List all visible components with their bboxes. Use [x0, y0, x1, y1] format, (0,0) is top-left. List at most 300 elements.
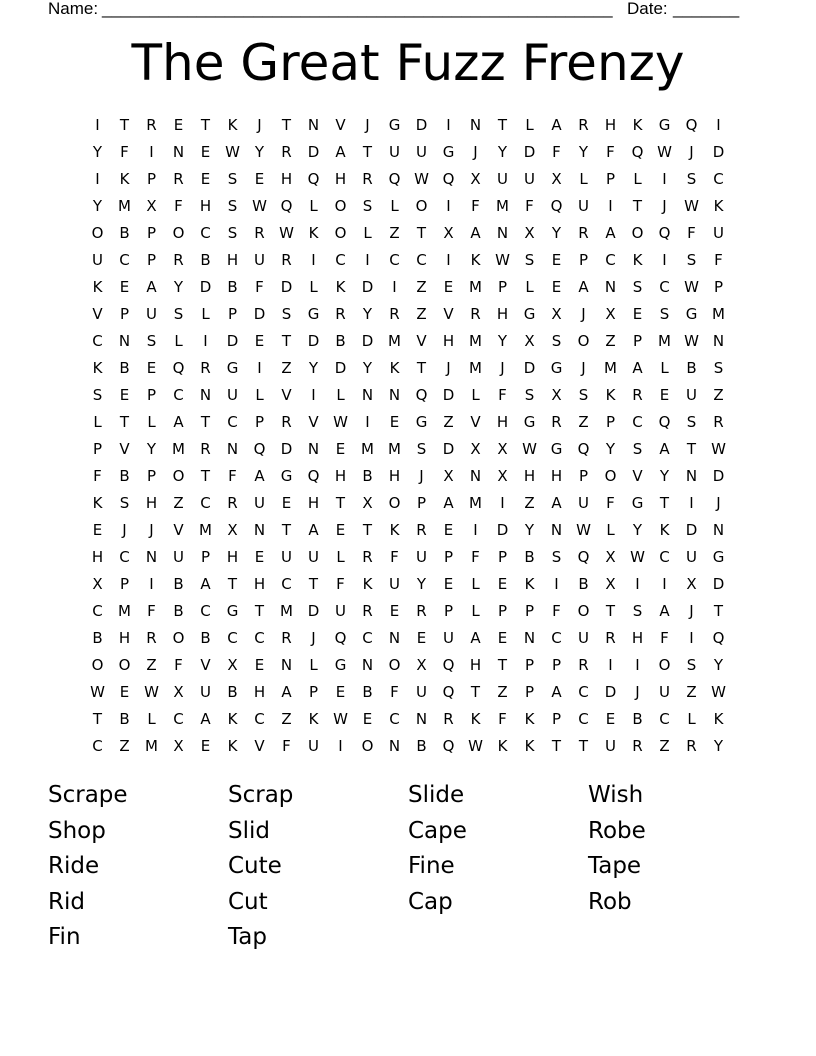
grid-letter: N — [118, 332, 131, 350]
name-label: Name: — [48, 0, 99, 18]
grid-letter: C — [119, 251, 130, 269]
grid-letter: I — [662, 251, 667, 269]
grid-letter: H — [91, 548, 104, 566]
grid-letter: H — [280, 170, 293, 188]
grid-letter: V — [119, 440, 130, 458]
grid-letter: X — [227, 656, 238, 674]
grid-letter: Y — [659, 467, 670, 485]
grid-letter: P — [605, 413, 616, 431]
grid-letter: Y — [632, 521, 643, 539]
grid-letter: S — [524, 386, 535, 404]
grid-letter: Z — [389, 224, 400, 242]
grid-letter: E — [551, 278, 562, 296]
grid-letter: A — [146, 278, 157, 296]
grid-letter: N — [253, 521, 266, 539]
grid-letter: X — [551, 386, 562, 404]
grid-letter: J — [581, 359, 586, 377]
grid-letter: Q — [685, 116, 698, 134]
grid-letter: C — [92, 602, 103, 620]
grid-letter: B — [335, 332, 346, 350]
grid-letter: K — [605, 386, 616, 404]
grid-letter: H — [145, 494, 158, 512]
grid-letter: S — [173, 305, 184, 323]
word-bank-item: Ride — [48, 853, 100, 880]
grid-letter: Y — [92, 197, 103, 215]
grid-letter: B — [119, 710, 130, 728]
grid-letter: P — [443, 602, 454, 620]
grid-letter: J — [635, 683, 640, 701]
grid-letter: K — [497, 737, 508, 755]
grid-letter: A — [578, 278, 589, 296]
grid-letter: D — [253, 305, 266, 323]
grid-letter: L — [309, 197, 318, 215]
grid-letter: S — [281, 305, 292, 323]
grid-letter: X — [551, 170, 562, 188]
grid-letter: F — [471, 548, 480, 566]
grid-letter: G — [658, 116, 671, 134]
grid-letter: D — [442, 440, 455, 458]
grid-letter: H — [226, 548, 239, 566]
grid-letter: T — [416, 224, 427, 242]
grid-letter: E — [389, 602, 400, 620]
grid-letter: V — [632, 467, 643, 485]
grid-letter: Y — [173, 278, 184, 296]
grid-letter: Q — [658, 224, 671, 242]
grid-letter: W — [225, 143, 240, 161]
grid-row — [84, 220, 732, 247]
grid-letter: A — [200, 575, 211, 593]
grid-letter: N — [469, 467, 482, 485]
grid-letter: I — [554, 575, 559, 593]
grid-letter: A — [551, 116, 562, 134]
grid-letter: P — [146, 467, 157, 485]
grid-letter: D — [712, 467, 725, 485]
grid-letter: K — [524, 710, 535, 728]
grid-letter: N — [550, 521, 563, 539]
grid-letter: M — [712, 305, 725, 323]
grid-letter: U — [254, 251, 265, 269]
grid-letter: G — [631, 494, 644, 512]
grid-letter: X — [605, 305, 616, 323]
grid-letter: R — [146, 116, 157, 134]
grid-letter: P — [497, 602, 508, 620]
grid-letter: W — [90, 683, 105, 701]
grid-letter: T — [470, 683, 481, 701]
grid-letter: C — [578, 683, 589, 701]
grid-letter: Z — [605, 332, 616, 350]
grid-letter: O — [91, 656, 104, 674]
grid-letter: F — [174, 656, 183, 674]
grid-letter: C — [416, 251, 427, 269]
grid-letter: X — [524, 332, 535, 350]
grid-letter: T — [551, 737, 562, 755]
grid-letter: T — [659, 494, 670, 512]
grid-letter: J — [716, 494, 721, 512]
grid-row — [84, 598, 732, 625]
grid-letter: T — [416, 359, 427, 377]
grid-row — [84, 625, 732, 652]
grid-letter: T — [281, 521, 292, 539]
grid-letter: Y — [713, 656, 724, 674]
grid-letter: V — [281, 386, 292, 404]
grid-letter: S — [686, 413, 697, 431]
grid-letter: B — [632, 710, 643, 728]
grid-letter: U — [416, 143, 427, 161]
grid-letter: J — [689, 602, 694, 620]
grid-letter: N — [712, 332, 725, 350]
grid-letter: F — [498, 710, 507, 728]
grid-letter: B — [362, 683, 373, 701]
grid-letter: O — [172, 467, 185, 485]
grid-letter: U — [92, 251, 103, 269]
word-bank-item: Wish — [588, 782, 644, 808]
grid-letter: P — [308, 683, 319, 701]
grid-letter: Z — [416, 278, 427, 296]
grid-letter: E — [659, 386, 670, 404]
grid-letter: S — [119, 494, 130, 512]
word-bank-item: Tap — [228, 924, 267, 951]
grid-letter: K — [308, 224, 319, 242]
word-bank-item: Shop — [48, 817, 106, 844]
grid-letter: P — [146, 224, 157, 242]
grid-letter: N — [469, 116, 482, 134]
grid-letter: T — [632, 197, 643, 215]
grid-letter: K — [119, 170, 130, 188]
grid-letter: E — [551, 251, 562, 269]
grid-letter: P — [443, 548, 454, 566]
grid-letter: U — [416, 548, 427, 566]
grid-letter: R — [254, 224, 265, 242]
grid-row — [84, 679, 732, 706]
grid-letter: J — [149, 521, 154, 539]
grid-letter: Q — [415, 386, 428, 404]
grid-letter: M — [658, 332, 671, 350]
grid-row — [84, 733, 732, 760]
grid-letter: P — [524, 683, 535, 701]
grid-letter: K — [632, 116, 643, 134]
grid-letter: H — [388, 467, 401, 485]
grid-letter: P — [119, 305, 130, 323]
grid-letter: K — [659, 521, 670, 539]
grid-letter: E — [254, 332, 265, 350]
grid-letter: P — [497, 548, 508, 566]
grid-letter: Q — [658, 413, 671, 431]
grid-letter: C — [659, 548, 670, 566]
grid-letter: G — [685, 305, 698, 323]
grid-letter: Q — [307, 170, 320, 188]
grid-letter: L — [174, 332, 183, 350]
grid-letter: L — [525, 116, 534, 134]
grid-letter: U — [686, 548, 697, 566]
grid-letter: X — [443, 467, 454, 485]
grid-letter: W — [252, 197, 267, 215]
grid-letter: H — [469, 656, 482, 674]
grid-letter: O — [172, 224, 185, 242]
grid-letter: A — [470, 629, 481, 647]
grid-letter: A — [605, 224, 616, 242]
grid-letter: S — [551, 548, 562, 566]
grid-letter: X — [362, 494, 373, 512]
grid-letter: R — [335, 305, 346, 323]
grid-letter: G — [226, 359, 239, 377]
grid-letter: W — [144, 683, 159, 701]
grid-letter: Y — [362, 305, 373, 323]
grid-letter: D — [685, 521, 698, 539]
grid-letter: E — [146, 359, 157, 377]
grid-letter: L — [660, 359, 669, 377]
word-bank-item: Scrape — [48, 782, 128, 808]
grid-letter: H — [253, 683, 266, 701]
grid-letter: I — [95, 170, 100, 188]
grid-letter: X — [92, 575, 103, 593]
grid-letter: O — [388, 656, 401, 674]
grid-letter: F — [552, 143, 561, 161]
grid-letter: U — [335, 602, 346, 620]
grid-letter: L — [201, 305, 210, 323]
grid-letter: E — [443, 521, 454, 539]
grid-letter: A — [632, 359, 643, 377]
grid-row — [84, 112, 732, 139]
grid-letter: H — [496, 305, 509, 323]
grid-letter: O — [631, 224, 644, 242]
grid-letter: F — [660, 629, 669, 647]
grid-letter: R — [281, 251, 292, 269]
grid-letter: A — [254, 467, 265, 485]
grid-letter: K — [92, 278, 103, 296]
grid-letter: J — [689, 143, 694, 161]
grid-letter: S — [416, 440, 427, 458]
grid-letter: F — [606, 494, 615, 512]
grid-letter: E — [362, 710, 373, 728]
grid-letter: K — [362, 575, 373, 593]
grid-letter: Y — [497, 143, 508, 161]
grid-letter: Y — [308, 359, 319, 377]
grid-letter: H — [442, 332, 455, 350]
grid-letter: N — [388, 629, 401, 647]
grid-letter: G — [523, 305, 536, 323]
grid-letter: C — [200, 494, 211, 512]
grid-letter: T — [254, 602, 265, 620]
grid-letter: O — [577, 332, 590, 350]
grid-letter: V — [308, 413, 319, 431]
grid-letter: V — [416, 332, 427, 350]
grid-letter: D — [523, 143, 536, 161]
grid-letter: H — [334, 170, 347, 188]
grid-letter: H — [604, 116, 617, 134]
grid-letter: I — [500, 494, 505, 512]
letter-grid — [84, 112, 732, 760]
grid-letter: U — [146, 305, 157, 323]
grid-letter: D — [199, 278, 212, 296]
grid-letter: M — [280, 602, 293, 620]
grid-letter: K — [308, 710, 319, 728]
grid-letter: Y — [362, 359, 373, 377]
grid-letter: A — [335, 143, 346, 161]
grid-letter: F — [147, 602, 156, 620]
grid-letter: E — [605, 710, 616, 728]
grid-letter: B — [173, 575, 184, 593]
grid-letter: Y — [92, 143, 103, 161]
grid-letter: P — [146, 386, 157, 404]
grid-letter: F — [687, 224, 696, 242]
grid-letter: B — [227, 278, 238, 296]
grid-letter: T — [200, 413, 211, 431]
grid-letter: Z — [524, 494, 535, 512]
grid-letter: B — [686, 359, 697, 377]
grid-letter: E — [254, 656, 265, 674]
grid-letter: O — [361, 737, 374, 755]
grid-letter: W — [711, 683, 726, 701]
grid-letter: T — [308, 575, 319, 593]
grid-letter: G — [388, 116, 401, 134]
grid-letter: I — [95, 116, 100, 134]
grid-row — [84, 463, 732, 490]
grid-letter: J — [419, 467, 424, 485]
grid-letter: S — [632, 278, 643, 296]
grid-letter: Y — [524, 521, 535, 539]
grid-letter: N — [361, 656, 374, 674]
grid-letter: Z — [578, 413, 589, 431]
grid-letter: T — [281, 332, 292, 350]
grid-letter: Q — [334, 629, 347, 647]
puzzle-title: The Great Fuzz Frenzy — [131, 34, 685, 92]
grid-letter: C — [173, 386, 184, 404]
grid-letter: T — [200, 467, 211, 485]
grid-letter: U — [308, 737, 319, 755]
grid-letter: W — [333, 413, 348, 431]
grid-letter: B — [119, 224, 130, 242]
grid-letter: V — [443, 305, 454, 323]
grid-letter: P — [524, 656, 535, 674]
grid-letter: R — [389, 305, 400, 323]
grid-letter: G — [226, 602, 239, 620]
grid-letter: M — [604, 359, 617, 377]
grid-letter: K — [227, 116, 238, 134]
grid-letter: Q — [253, 440, 266, 458]
grid-letter: H — [631, 629, 644, 647]
grid-letter: Q — [712, 629, 725, 647]
grid-letter: F — [552, 602, 561, 620]
grid-letter: U — [578, 197, 589, 215]
grid-letter: I — [473, 521, 478, 539]
grid-letter: M — [469, 332, 482, 350]
grid-letter: L — [147, 710, 156, 728]
grid-letter: C — [389, 710, 400, 728]
grid-letter: I — [662, 170, 667, 188]
grid-letter: D — [226, 332, 239, 350]
grid-letter: D — [307, 332, 320, 350]
grid-letter: W — [684, 197, 699, 215]
grid-letter: F — [525, 197, 534, 215]
grid-letter: U — [389, 143, 400, 161]
grid-letter: Z — [173, 494, 184, 512]
grid-letter: F — [390, 683, 399, 701]
grid-letter: F — [282, 737, 291, 755]
grid-letter: F — [471, 197, 480, 215]
grid-letter: L — [309, 278, 318, 296]
grid-letter: E — [200, 143, 211, 161]
grid-letter: N — [388, 737, 401, 755]
grid-letter: A — [281, 683, 292, 701]
grid-letter: T — [281, 116, 292, 134]
grid-letter: F — [390, 548, 399, 566]
grid-letter: D — [712, 143, 725, 161]
grid-letter: L — [471, 602, 480, 620]
grid-letter: M — [388, 332, 401, 350]
grid-letter: R — [173, 251, 184, 269]
grid-letter: Q — [577, 440, 590, 458]
grid-letter: X — [173, 737, 184, 755]
grid-letter: I — [311, 386, 316, 404]
date-field-blank: _______ — [673, 0, 740, 18]
grid-letter: L — [147, 413, 156, 431]
grid-letter: T — [578, 737, 589, 755]
grid-letter: U — [659, 683, 670, 701]
grid-letter: J — [365, 116, 370, 134]
grid-letter: D — [415, 116, 428, 134]
grid-letter: W — [495, 251, 510, 269]
grid-letter: R — [416, 521, 427, 539]
grid-letter: P — [119, 575, 130, 593]
grid-letter: M — [469, 359, 482, 377]
grid-letter: U — [578, 494, 589, 512]
grid-letter: Q — [577, 548, 590, 566]
grid-letter: C — [254, 710, 265, 728]
grid-letter: W — [684, 332, 699, 350]
grid-letter: R — [146, 629, 157, 647]
grid-letter: Z — [659, 737, 670, 755]
grid-letter: N — [307, 116, 320, 134]
grid-letter: I — [311, 251, 316, 269]
grid-letter: I — [635, 656, 640, 674]
grid-letter: W — [522, 440, 537, 458]
grid-letter: O — [415, 197, 428, 215]
word-bank-item: Cape — [408, 817, 467, 844]
word-bank-item: Scrap — [228, 782, 294, 808]
word-bank-item: Slide — [408, 782, 465, 808]
grid-letter: N — [712, 521, 725, 539]
grid-letter: H — [118, 629, 131, 647]
grid-letter: R — [281, 629, 292, 647]
grid-letter: A — [470, 224, 481, 242]
grid-letter: C — [227, 413, 238, 431]
grid-letter: L — [255, 386, 264, 404]
grid-letter: D — [712, 575, 725, 593]
grid-letter: F — [606, 143, 615, 161]
grid-letter: M — [199, 521, 212, 539]
grid-letter: H — [199, 197, 212, 215]
grid-letter: D — [604, 683, 617, 701]
grid-letter: R — [686, 737, 697, 755]
grid-letter: P — [632, 332, 643, 350]
grid-letter: S — [146, 332, 157, 350]
grid-letter: E — [335, 683, 346, 701]
grid-letter: R — [362, 170, 373, 188]
grid-letter: B — [200, 251, 211, 269]
grid-row — [84, 490, 732, 517]
grid-letter: Q — [442, 170, 455, 188]
grid-letter: O — [604, 467, 617, 485]
grid-letter: C — [713, 170, 724, 188]
grid-letter: H — [334, 467, 347, 485]
grid-letter: H — [253, 575, 266, 593]
grid-letter: C — [632, 413, 643, 431]
grid-letter: K — [524, 737, 535, 755]
grid-letter: C — [659, 278, 670, 296]
grid-letter: R — [605, 629, 616, 647]
grid-letter: K — [389, 521, 400, 539]
grid-letter: T — [362, 143, 373, 161]
